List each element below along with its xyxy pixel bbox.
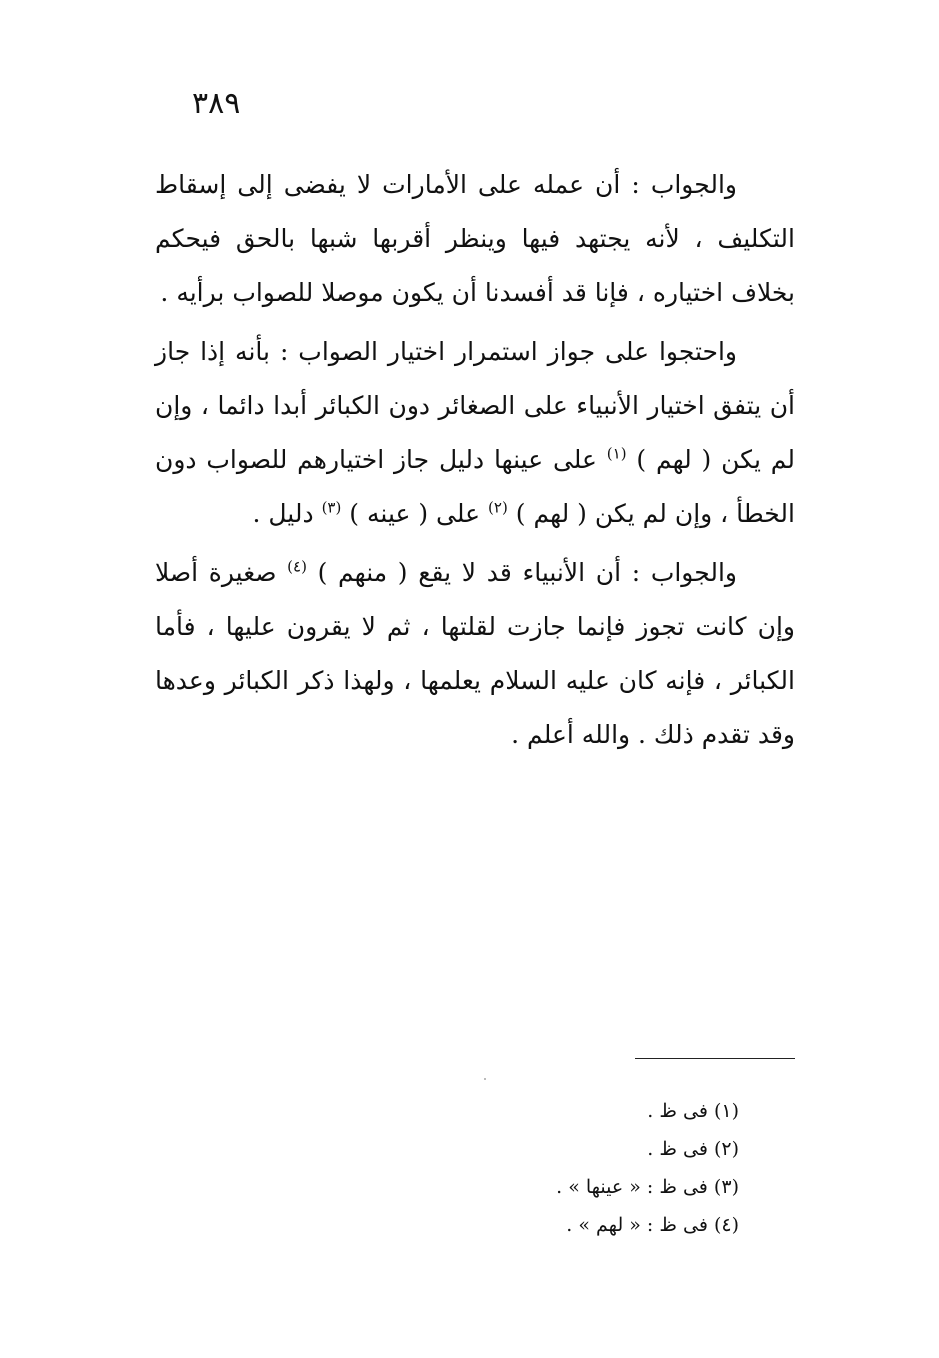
paragraph-3-part-1: والجواب : أن الأنبياء قد لا يقع ( منهم ) — [306, 558, 737, 587]
body-text — [155, 158, 795, 767]
footnote-separator — [635, 1058, 795, 1059]
footnote-3: (٣) فى ظ : « عينها » . — [556, 1176, 739, 1198]
footnote-2: (٢) فى ظ . — [647, 1138, 739, 1160]
page-number: ٣٨٩ — [192, 86, 241, 121]
paragraph-1 — [155, 158, 795, 320]
footnote-ref-3[interactable]: (٣) — [321, 498, 342, 517]
footnote-ref-4[interactable]: (٤) — [287, 557, 307, 576]
scan-speck — [484, 1078, 486, 1080]
footnotes — [359, 1092, 739, 1244]
paragraph-2 — [155, 325, 795, 541]
paragraph-2-part-1: واحتجوا على جواز استمرار اختيار الصواب : بأنه إذا جاز أن يتفق اختيار الأنبياء على الصغائر دون الكبائر أبدا دائما ، وإن لم يكن ( لهم ) — [155, 337, 796, 474]
footnote-4: (٤) فى ظ : « لهم » . — [566, 1214, 739, 1236]
paragraph-3 — [155, 546, 795, 762]
paragraph-2-part-4: دليل . — [252, 499, 322, 528]
paragraph-2-part-2: على عينها دليل جاز اختيارهم للصواب دون الخطأ ، وإن لم يكن ( لهم ) — [155, 445, 795, 528]
footnote-ref-2[interactable]: (٢) — [488, 498, 508, 517]
paragraph-3-part-2: صغيرة أصلا وإن كانت تجوز فإنما جازت لقلتها ، ثم لا يقرون عليها ، فأما الكبائر ، فإنه كان عليه السلام يعلمها ، ولهذا ذكر الكبائر وعدها وقد تقدم ذلك . والله أعلم . — [155, 558, 795, 749]
footnote-1: (١) فى ظ . — [647, 1100, 739, 1122]
footnote-ref-1[interactable]: (١) — [606, 444, 627, 463]
paragraph-2-part-3: على ( عينه ) — [341, 499, 489, 528]
paragraph-1-text: والجواب : أن عمله على الأمارات لا يفضى إلى إسقاط التكليف ، لأنه يجتهد فيها وينظر أقربها شبها بالحق فيحكم بخلاف اختياره ، فإنا قد أفسدنا أن يكون موصلا للصواب برأيه . — [155, 170, 795, 307]
